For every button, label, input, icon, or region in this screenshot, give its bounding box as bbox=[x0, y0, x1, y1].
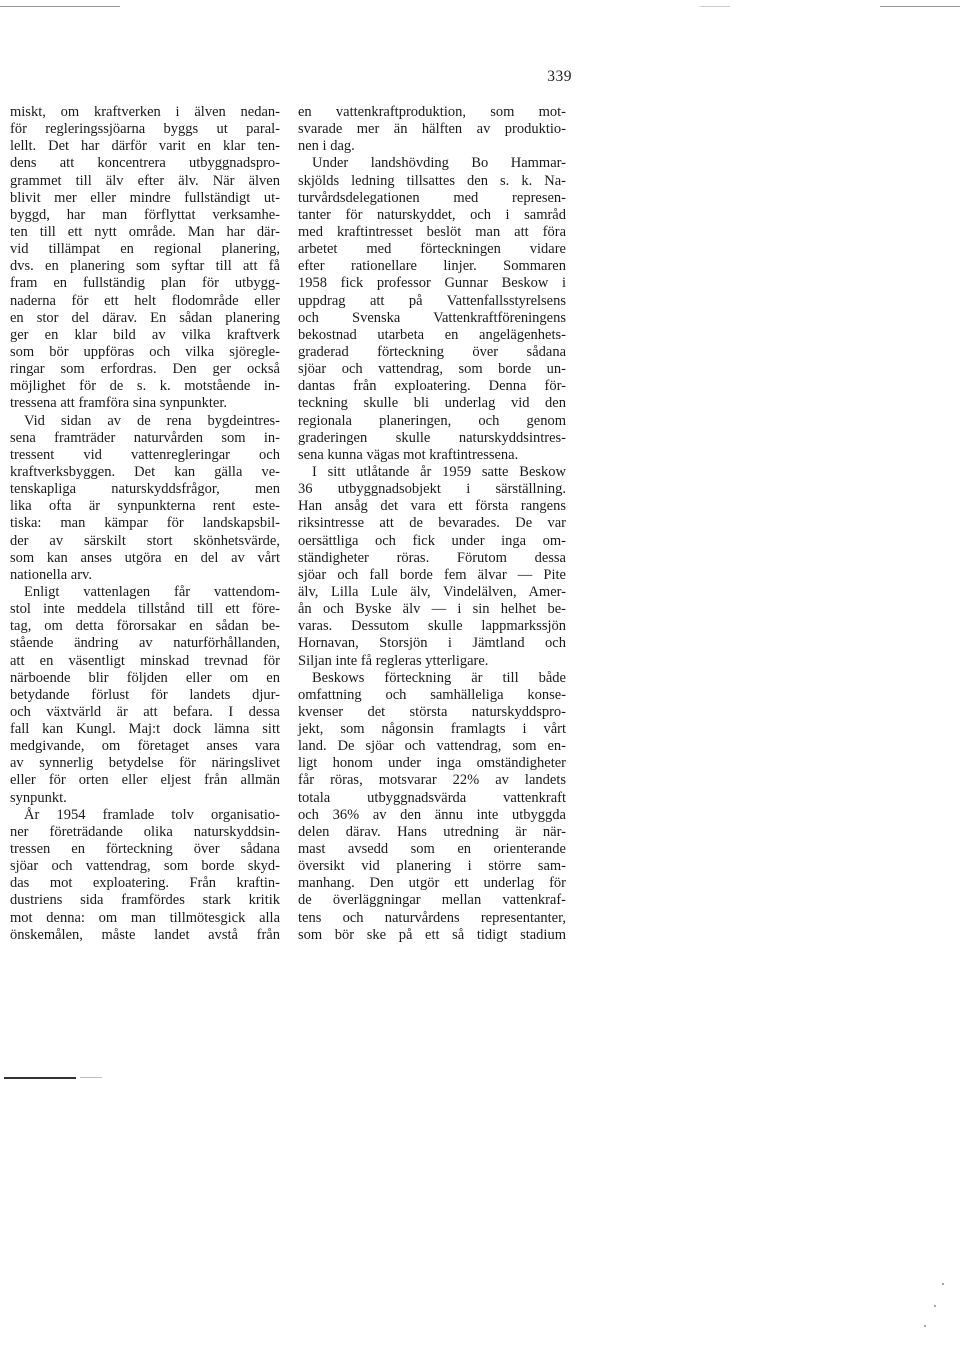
text-line: graderingen skulle naturskyddsintres- bbox=[298, 429, 566, 446]
text-line: möjlighet för de s. k. motstående in- bbox=[10, 378, 280, 395]
text-line: blivit mer eller mindre fullständigt ut- bbox=[10, 189, 280, 206]
text-line: das mot exploatering. Från kraftin- bbox=[10, 875, 280, 892]
text-line: en vattenkraftproduktion, som mot- bbox=[298, 104, 566, 120]
text-line: dustriens sida framfördes stark kritik bbox=[10, 892, 280, 909]
text-line: ständigheter röras. Förutom dessa bbox=[298, 549, 566, 566]
text-line: varas. Dessutom skulle lappmarkssjön bbox=[298, 618, 566, 635]
text-line: uppdrag att på Vattenfallsstyrelsens bbox=[298, 292, 566, 309]
text-line: grammet till älv efter älv. När älven bbox=[10, 172, 280, 189]
text-line: får röras, motsvarar 22% av landets bbox=[298, 772, 566, 789]
text-line: lika ofta är synpunkterna rent este- bbox=[10, 498, 280, 515]
text-line: nen i dag. bbox=[298, 138, 355, 155]
text-line: miskt, om kraftverken i älven nedan- bbox=[10, 104, 280, 120]
text-line: tiska: man kämpar för landskapsbil- bbox=[10, 515, 280, 532]
text-line: tressen en förteckning över sådana bbox=[10, 841, 280, 858]
text-line: 1958 fick professor Gunnar Beskow i bbox=[298, 275, 566, 292]
text-line: sjöar och vattendrag, som borde un- bbox=[298, 361, 566, 378]
text-line: totala utbyggnadsvärda vattenkraft bbox=[298, 789, 566, 806]
text-line: land. De sjöar och vattendrag, som en- bbox=[298, 738, 566, 755]
text-line: Beskows förteckning är till både bbox=[312, 669, 566, 686]
text-line: oersättliga och fick under inga om- bbox=[298, 532, 566, 549]
text-line: vid tillämpat en regional planering, bbox=[10, 241, 280, 258]
text-line: ger en klar bild av vilka kraftverk bbox=[10, 326, 280, 343]
text-line: turvårdsdelegationen med represen- bbox=[298, 189, 566, 206]
text-line: som kan anses utgöra en del av vårt bbox=[10, 549, 280, 566]
text-line: regionala planeringen, och genom bbox=[298, 412, 566, 429]
text-line: Han ansåg det vara ett första rangens bbox=[298, 498, 566, 515]
text-line: År 1954 framlade tolv organisatio- bbox=[24, 806, 280, 823]
text-line: ligt honom under inga omständigheter bbox=[298, 755, 566, 772]
text-line: tens och naturvårdens representanter, bbox=[298, 909, 566, 926]
right-text-column bbox=[298, 104, 566, 944]
text-line: tag, om detta förorsakar en sådan be- bbox=[10, 618, 280, 635]
text-line: jekt, som någonsin framlagts i vårt bbox=[298, 721, 566, 738]
text-line: ner företrädande olika naturskyddsin- bbox=[10, 823, 280, 840]
text-line: ån och Byske älv — i sin helhet be- bbox=[298, 601, 566, 618]
page-number: 339 bbox=[547, 68, 572, 85]
text-line: av synnerlig betydelse för näringslivet bbox=[10, 755, 280, 772]
text-line: tanter för naturskyddet, och i samråd bbox=[298, 206, 566, 223]
text-line: Hornavan, Storsjön i Jämtland och bbox=[298, 635, 566, 652]
text-line: sena kunna vägas mot kraftintressena. bbox=[298, 446, 519, 463]
text-line: ten till ett nytt område. Man har där- bbox=[10, 223, 280, 240]
text-line: sena framträder naturvården som in- bbox=[10, 429, 280, 446]
footer-rule bbox=[4, 1077, 76, 1079]
text-line: teckning skulle bli underlag vid den bbox=[298, 395, 566, 412]
text-line: Siljan inte få regleras ytterligare. bbox=[298, 652, 489, 669]
text-line: dens att koncentrera utbyggnadspro- bbox=[10, 155, 280, 172]
text-line: omfattning och samhälleliga konse- bbox=[298, 686, 566, 703]
text-line: dvs. en planering som syftar till att få bbox=[10, 258, 280, 275]
text-line: tenskapliga naturskyddsfrågor, men bbox=[10, 481, 280, 498]
text-line: lellt. Det har därför varit en klar ten- bbox=[10, 138, 280, 155]
text-line: fall kan Kungl. Maj:t dock lämna sitt bbox=[10, 721, 280, 738]
text-line: naderna för ett helt flodområde eller bbox=[10, 292, 280, 309]
text-line: och Svenska Vattenkraftföreningens bbox=[298, 309, 566, 326]
text-line: Vid sidan av de rena bygdeintres- bbox=[24, 412, 280, 429]
left-text-column bbox=[10, 104, 280, 944]
text-line: I sitt utlåtande år 1959 satte Beskow bbox=[312, 463, 566, 480]
text-line: fram en fullständig plan för utbygg- bbox=[10, 275, 280, 292]
text-line: arbetet med förteckningen vidare bbox=[298, 241, 566, 258]
text-line: skjölds ledning tillsattes den s. k. Na- bbox=[298, 172, 566, 189]
text-line: kvenser det största naturskyddspro- bbox=[298, 703, 566, 720]
text-line: som bör uppföras och vilka sjöregle- bbox=[10, 343, 280, 360]
text-line: Under landshövding Bo Hammar- bbox=[312, 155, 566, 172]
text-line: de överläggningar mellan vattenkraf- bbox=[298, 892, 566, 909]
text-line: sjöar och fall borde fem älvar — Pite bbox=[298, 566, 566, 583]
text-line: närboende blir följden eller om en bbox=[10, 669, 280, 686]
text-line: ringar som erfordras. Den ger också bbox=[10, 361, 280, 378]
text-line: manhang. Den utgör ett underlag för bbox=[298, 875, 566, 892]
text-line: stol inte meddela tillstånd till ett före- bbox=[10, 601, 280, 618]
text-line: bekostnad utarbeta en angelägenhets- bbox=[298, 326, 566, 343]
text-line: som bör ske på ett så tidigt stadium bbox=[298, 926, 566, 943]
text-line: byggd, har man förflyttat verksamhe- bbox=[10, 206, 280, 223]
text-line: mot denna: om man tillmötesgick alla bbox=[10, 909, 280, 926]
top-scan-rule bbox=[0, 0, 960, 10]
text-line: önskemålen, måste landet avstå från bbox=[10, 926, 280, 943]
text-line: för regleringssjöarna byggs ut paral- bbox=[10, 121, 280, 138]
text-line: 36 utbyggnadsobjekt i särställning. bbox=[298, 481, 566, 498]
text-line: riksintresse att de bevarades. De var bbox=[298, 515, 566, 532]
text-line: att en väsentligt minskad trevnad för bbox=[10, 652, 280, 669]
text-line: och 36% av den ännu inte utbyggda bbox=[298, 806, 566, 823]
footer-rule-faint bbox=[80, 1077, 102, 1078]
text-line: betydande förlust för landets djur- bbox=[10, 686, 280, 703]
text-line: med kraftintresset beslöt man att föra bbox=[298, 223, 566, 240]
text-line: der av särskilt stort skönhetsvärde, bbox=[10, 532, 280, 549]
text-line: en stor del därav. En sådan planering bbox=[10, 309, 280, 326]
text-line: sjöar och vattendrag, som borde skyd- bbox=[10, 858, 280, 875]
text-line: eller för orten eller eljest från allmän bbox=[10, 772, 280, 789]
text-line: synpunkt. bbox=[10, 789, 67, 806]
text-line: och växtvärld är att befara. I dessa bbox=[10, 703, 280, 720]
text-line: graderad förteckning över sådana bbox=[298, 343, 566, 360]
text-line: Enligt vattenlagen får vattendom- bbox=[24, 583, 280, 600]
text-line: svarade mer än hälften av produktio- bbox=[298, 121, 566, 138]
text-line: efter rationellare linjer. Sommaren bbox=[298, 258, 566, 275]
text-line: älv, Lilla Lule älv, Vindelälven, Amer- bbox=[298, 583, 566, 600]
text-line: nationella arv. bbox=[10, 566, 92, 583]
text-line: dantas från exploatering. Denna för- bbox=[298, 378, 566, 395]
scan-specks bbox=[912, 1275, 952, 1335]
text-line: översikt vid planering i större sam- bbox=[298, 858, 566, 875]
text-line: delen därav. Hans utredning är när- bbox=[298, 823, 566, 840]
text-line: kraftverksbyggen. Det kan gälla ve- bbox=[10, 463, 280, 480]
text-line: tressena att framföra sina synpunkter. bbox=[10, 395, 228, 412]
text-line: stående ändring av naturförhållanden, bbox=[10, 635, 280, 652]
text-line: mast avsedd som en orienterande bbox=[298, 841, 566, 858]
text-line: tressent vid vattenregleringar och bbox=[10, 446, 280, 463]
text-line: medgivande, om företaget anses vara bbox=[10, 738, 280, 755]
